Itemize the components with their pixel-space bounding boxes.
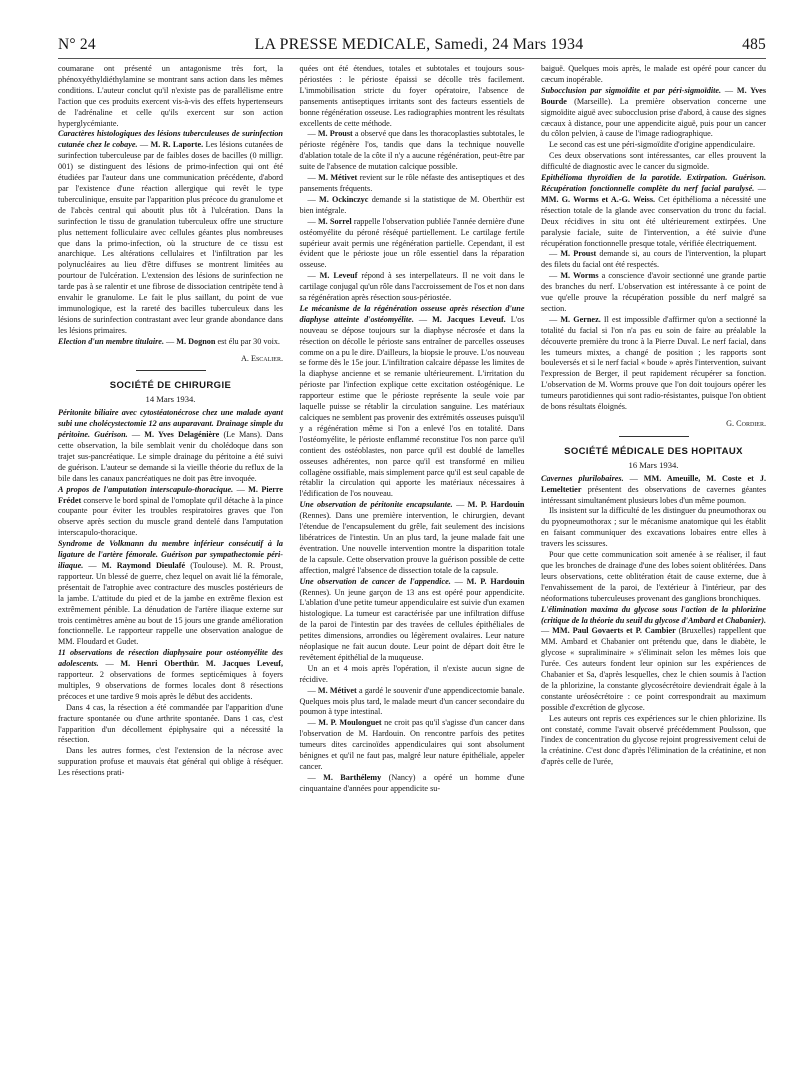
discussion-ockinczyc: — M. Ockinczyc demande si la statistique de M. Oberthür est bien intégrale. (299, 194, 525, 215)
speaker-name: M. Barthélemy (323, 772, 382, 782)
paragraph: Dans 4 cas, la résection a été commandée par l'apparition d'une fracture spontanée ou d'une arthrite spontanée. Dans 1 cas, c'est l'apparition d'un décollement épiphysaire qui a nécessité la résection. (58, 702, 283, 745)
paragraph: Un an et 4 mois après l'opération, il n'existe aucun signe de récidive. (299, 663, 525, 684)
article-election (58, 337, 283, 348)
discussion-text: Il est impossible d'affirmer qu'on a sectionné la totalité du facial si l'on n'a pas eu soin de faire au préalable la découverte première du tronc à la Pierre Duval. Le nerf facial, dans les tumeurs mixtes, a changé de position ; les rapports sont bouleversés et si le nerf facial « boude » après l'intervention, suivant l'expression de Berger, il peut rapidement récupérer sa fonction. L'observation de M. Worms prouve que l'on doit toujours opérer les tumeurs parotidiennes qui sont radio-résistantes, puisque l'on obtient de bons résultats éloignés. (541, 314, 766, 412)
discussion-text: répond à ses interpellateurs. Il ne voit dans le cartilage conjugal qu'un rôle dans l'accroissement de l'os et non dans sa régénération après résection sous-périostée. (299, 271, 525, 303)
speaker-name: M. Worms (560, 271, 599, 281)
article-dieulafe (58, 539, 283, 648)
article-text: présentent des observations de cavernes géantes intéressant simultanément plusieurs lobes d'un même poumon. (541, 484, 766, 505)
discussion-text: a observé que dans les thoracoplasties subtotales, le périoste régénère l'os, tandis que dans la technique nouvelle d'ablation totale de la côte il n'y a aucune régénération, peut-être par suite de l'absence de mutation calcique possible. (299, 129, 525, 172)
article-delageniere (58, 408, 283, 484)
discussion-leveuf: — M. Leveuf répond à ses interpellateurs. Il ne voit dans le cartilage conjugal qu'un rôle dans l'accroissement de l'os et non dans sa régénération après résection sous-périostée. (299, 271, 525, 303)
article-title: Cavernes plurilobaires. (541, 473, 624, 483)
discussion-text: (Nancy) a opéré un homme d'une cinquantaine d'années pour appendicite su- (299, 772, 525, 793)
speaker-name: M. Gernez. (560, 314, 601, 324)
separator: — (541, 626, 553, 636)
speaker-name: M. Ockinczyc (318, 194, 369, 204)
discussion-sorrel: — M. Sorrel rappelle l'observation publiée l'année dernière d'une ostéomyélite du péroné réséqué partiellement. Le cartilage fertile supérieur avait permis une régénération partielle. Cependant, il est évident que le périoste joue un rôle essentiel dans la réparation osseuse. (299, 216, 525, 270)
article-text: rapporteur. 2 observations de formes septicémiques à foyers multiples, 9 observations de formes locales dont 8 résections précoces et une tardive 9 mois après le début des accidents. (58, 670, 283, 701)
speaker-name: M. Métivet (317, 685, 357, 695)
section-rule (619, 436, 689, 437)
separator: — (754, 183, 766, 193)
author-name: M. P. Hardouin (466, 576, 525, 586)
article-text: Cet épithélioma a nécessité une résection totale de la glande avec conservation du tronc du facial. Deux récidives in situ ont été ultérieurement extirpées. Une paralysie faciale, suite de l'intervention, a été suivie d'une récupération fonctionnelle presque totale, vérifiée électriquement. (541, 194, 766, 248)
discussion-moulonguet: — M. P. Moulonguet ne croit pas qu'il s'agisse d'un cancer dans l'observation de M. Hardouin. On rencontre parfois des petites tumeurs dites carcinoïdes appendiculaires qui sont absolument bénignes et qu'il ne faut pas, malgré leur nature épithéliale, appeler cancer. (299, 718, 525, 771)
article-title: Subocclusion par sigmoïdite et par péri-sigmoïdite. (541, 85, 722, 95)
text-columns (58, 64, 766, 795)
column-3 (541, 64, 766, 795)
separator: — (83, 560, 102, 570)
article-hardouin-peritonite (300, 500, 525, 576)
discussion-gernez: — M. Gernez. Il est impossible d'affirmer qu'on a sectionné la totalité du facial si l'on n'a pas eu soin de faire au préalable la découverte première du tronc à la Pierre Duval. Le nerf facial, dans les tumeurs mixtes, a changé de position ; les rapports sont bouleversés et si le nerf facial « boude » après l'intervention, suivant l'expression de Berger, il peut rapidement récupérer sa fonction. L'observation de M. Worms prouve que l'on doit toujours opérer les tumeurs parotidiennes qui sont radio-résistantes, puisque l'on obtient de bons résultats éloignés. (541, 314, 766, 412)
article-text: (Bruxelles) rappellent que MM. Ambard et Chabanier ont prétendu que, dans le diabète, le glycose « supraliminaire » s'éliminait selon les mêmes lois que l'urée. Ces auteurs fondent leur opinion sur les expériences de Chabanier et Sa, d'après lesquelles, chez le chien soumis à l'action de la phlorizine, la constante glycosécrétoire deviendrait égale à la constante uréosécrétoire : ce point correspondrait au maximum possible d'excrétion de glycose. (541, 626, 766, 712)
article-title: Une observation de cancer de l'appendice. (299, 576, 451, 586)
column-1 (58, 64, 283, 795)
article-govaerts (541, 605, 766, 714)
section-header-chirurgie (58, 370, 283, 405)
section-title: SOCIÉTÉ MÉDICALE DES HOPITAUX (564, 445, 743, 457)
discussion-text: rappelle l'observation publiée l'année dernière d'une ostéomyélite du péroné réséqué partiellement. Le cartilage fertile supérieur avait permis une régénération partielle. Cependant, il est évident que le périoste joue un rôle essentiel dans la réparation osseuse. (299, 216, 525, 270)
report-signature: A. Escalier. (240, 353, 283, 363)
paragraph: Ces deux observations sont intéressantes, car elles prouvent la difficulté de diagnostic avec le cancer du sigmoïde. (541, 151, 766, 172)
paragraph: Le second cas est une péri-sigmoïdite d'origine appendiculaire. (549, 140, 756, 150)
article-worms-weiss (541, 173, 766, 249)
article-hardouin-appendice (300, 577, 525, 664)
author-name: M. Dognon (176, 336, 216, 346)
paragraph: Les auteurs ont repris ces expériences sur le chien phlorizine. Ils ont constaté, comme l'avait observé précédemment Poulsson, que l'index de concentration du glycose rejoint progressivement celui de la créatinine. C'est donc d'après l'élimination de la créatinine, et non d'après celle de l'urée, (541, 713, 766, 767)
space (199, 659, 206, 668)
speaker-name: M. Sorrel (317, 216, 352, 226)
section-header-hopitaux (541, 436, 766, 471)
author-name: M. Raymond Dieulafé (101, 560, 186, 570)
article-text: L'os nouveau se dépose toujours sur la diaphyse nécrosée et dans la résection on décolle le périoste sans entraîner de parcelles osseuses comme on a pu le dire. D'ailleurs, la biopsie le prouve. L'os nouveau se forme dès le 15e jour. L'infiltration calcaire dépasse les limites de la diaphyse ancienne et se remanie ultérieurement. L'irritation du périoste par l'infection explique cette excitation ostéogénique. Le rapporteur estime que le périoste représente la seule voie par laquelle puisse se rétablir la circulation sanguine. Les matériaux calciques ne semblent pas provenir des extrémités osseuses puisqu'il y a régénération même si l'on a enlevé l'os en totalité. Dans l'ostéomyélite, le périoste enflammé reconstitue l'os non parce qu'il contient des ostéoblastes, non parce qu'il est doublé de lamelles osseuses adhérentes, non parce qu'il est transformé en milieu collagène ossifiable, mais simplement parce qu'il est seul capable de rétablir la circulation qui apporte les matériaux nécessaires à l'édification de l'os nouveau. (299, 314, 525, 499)
article-title: 11 observations de résection diaphysaire pour ostéomyélite des adolescents. (58, 648, 283, 669)
discussion-metivet-2: — M. Métivet a gardé le souvenir d'une appendicectomie banale. Quelques mois plus tard, le malade meurt d'un cancer secondaire du poumon à type intestinal. (299, 685, 525, 717)
separator: — (164, 336, 177, 346)
discussion-text: revient sur le rôle néfaste des antiseptiques et des pansements fréquents. (299, 173, 525, 193)
author-name: M. Jacques Leveuf. (432, 314, 506, 324)
separator: — (721, 85, 737, 95)
discussion-text: demande si, au cours de l'intervention, la plupart des filets du facial ont été respectés. (541, 249, 767, 270)
article-title: Le mécanisme de la régénération osseuse après résection d'une diaphyse atteinte d'ostéomyélite. (299, 303, 525, 324)
discussion-proust: — M. Proust demande si, au cours de l'intervention, la plupart des filets du facial ont été respectés. (541, 249, 767, 270)
author-name: MM. Ameuille, M. Coste et J. Lemeltetier (541, 473, 767, 494)
discussion-barthelemy: — M. Barthélemy (Nancy) a opéré un homme d'une cinquantaine d'années pour appendicite su- (299, 772, 525, 793)
section-date: 14 Mars 1934. (145, 394, 196, 405)
page-header (58, 36, 766, 59)
article-title: Une observation de péritonite encapsulante. (299, 500, 453, 510)
separator: — (233, 484, 249, 494)
rapporteur-name: M. Jacques Leveuf, (205, 659, 284, 669)
article-ameuille (541, 474, 766, 507)
separator: — (452, 500, 468, 510)
issue-number: N° 24 (58, 36, 96, 53)
speaker-name: M. Proust (317, 129, 353, 139)
article-text: est élu par 30 voix. (215, 336, 280, 346)
discussion-text: a gardé le souvenir d'une appendicectomie banale. Quelques mois plus tard, le malade meurt d'un cancer secondaire du poumon à type intestinal. (299, 685, 525, 717)
section-title: SOCIÉTÉ DE CHIRURGIE (109, 380, 232, 392)
page-number: 485 (742, 36, 766, 53)
paragraph: baiguë. Quelques mois après, le malade est opéré pour cancer du cæcum inopérable. (541, 64, 766, 84)
article-text: (Marseille). La première observation concerne une sigmoïdite aiguë avec subocclusion prise d'abord, à cause des signes cæcaux à distance, pour une appendicite aiguë, puis pour un cancer du côlon pelvien, à cause de l'image radiographique. (541, 96, 766, 139)
separator: — (413, 314, 433, 324)
author-name: M. P. Hardouin (467, 500, 525, 510)
article-text: (Rennes). Un jeune garçon de 13 ans est opéré pour appendicite. L'ablation d'une petite tumeur appendiculaire est suivie d'un examen histologique. La tumeur est caractérisée par une infiltration diffuse de la paroi de l'intestin par des travées de cellules épithéliales de petites dimensions, arrondies ou légèrement ovalaires. Leur nature néoplasique ne fait aucun doute. Leur point de départ doit être le revêtement épithélial de la muqueuse. (299, 587, 525, 662)
discussion-worms: — M. Worms a conscience d'avoir sectionné une grande partie des branches du nerf. L'observation est intéressante à ce point de vue qu'elle prouve la récupération possible du nerf malgré sa section. (541, 271, 767, 313)
paragraph: Pour que cette communication soit amenée à se réaliser, il faut que les bronches de drainage d'une des lobes soient oblitérées. Dans leurs observations, cette oblitération était de cause externe, due à l'envahissement de la paroi, de l'extérieur à l'intérieur, par des néoformations tuberculeuses provenant des ganglions bronchiques. (541, 550, 766, 603)
article-title: Caractères histologiques des lésions tuberculeuses de surinfection cutanée chez le cobaye. (58, 129, 283, 150)
article-leveuf (300, 304, 525, 500)
report-signature: G. Cordier. (726, 419, 766, 428)
article-title: Syndrome de Volkmann du membre inférieur consécutif à la ligature de l'artère fémorale. Guérison par sympathectomie péri-iliaque. (58, 539, 283, 570)
article-bourde (541, 86, 766, 141)
author-name: M. Pierre Frédet (58, 484, 283, 505)
article-title: Péritonite biliaire avec cytostéatonécrose chez une malade ayant subi une cholécystectomie 12 ans auparavant. Drainage simple du péritoine. Guérison. (58, 408, 283, 440)
separator: — (450, 576, 467, 586)
separator: — (137, 140, 151, 150)
author-name: M. Yves Bourde (541, 85, 767, 106)
paragraph: coumarane ont présenté un antagonisme très fort, la phénoxyéthyldiéthylamine se montrant sans action dans les mêmes conditions. L'auteur conclut qu'il n'existe pas de parallélisme entre l'action que ces produits exercent vis-à-vis des effets hypertenseurs de l'adrénaline et celle qu'ils exercent sur son action hyperglycémiante. (58, 64, 283, 128)
paragraph: Dans les autres formes, c'est l'extension de la nécrose avec suppuration profuse et mauvais état général qui oblige à réséquer. Les résections prati- (58, 746, 283, 778)
speaker-name: M. Leveuf (319, 271, 358, 281)
article-text: (Le Mans). Dans cette observation, la bile semblait venir du cholédoque dans son trajet sus-pancréatique. Le simple drainage du péritoine a été suivi de guérison. L'auteur se demande si la vieille théorie du reflux de la bile dans les canaux pancréatiques ne doit pas être invoquée. (58, 430, 284, 483)
section-date: 16 Mars 1934. (628, 459, 679, 470)
author-name: M. Yves Delagénière (144, 430, 220, 440)
separator: — (98, 659, 121, 669)
speaker-name: M. Proust (560, 249, 597, 259)
column-2 (300, 64, 525, 795)
article-text: Les lésions cutanées de surinfection tuberculeuse par de faibles doses de bacilles (0 milligr. 001) se distinguent des lésions de primo-infection qui ont été étudiées par l'auteur dans une communication précédente, d'abord par l'existence d'une réaction allergique qui revêt le type tuberculinique, ensuite par l'apparition plus précoce du granulome et de l'abcès central qui aboutit plus tôt à l'ulcération. Dans la surinfection le tissu de granulation tuberculeux offre une structure plus nettement folliculaire avec cellules géantes plus nombreuses que dans la primo-infection, où la structure de ce tissu est anarchique. Les altérations cellulaires et l'infiltration par les polynucléaires au lieu d'être diffuses se montrent limitées au pourtour de l'ulcération. L'extension des lésions de surinfection ne tarde pas à se ralentir et une fibrose de dissociation centripète tend à envahir le granulome. Le fait le plus saillant, du point de vue immunologique, est la rareté des bacilles tuberculeux dans les lésions de surinfection contrastant avec leur grande abondance dans les lésions primaires. (58, 140, 284, 335)
discussion-text: a conscience d'avoir sectionné une grande partie des branches du nerf. L'observation est intéressante à ce point de vue qu'elle prouve la récupération possible du nerf malgré sa section. (541, 271, 767, 313)
author-name: MM. G. Worms et A.-G. Weiss. (541, 194, 656, 204)
paragraph: Ils insistent sur la difficulté de les distinguer du pneumothorax ou du pyopneumothorax ; sur le mécanisme anatomique qui les établit en faisant communiquer des excavations lobaires entre elles à travers les scissures. (541, 506, 766, 549)
article-laporte (58, 129, 283, 336)
speaker-name: M. P. Moulonguet (318, 718, 382, 728)
article-title: L'élimination maxima du glycose sous l'action de la phlorizine (critique de la théorie du seuil du glycose d'Ambard et Chabanier). (541, 604, 766, 625)
section-rule (136, 370, 206, 371)
author-name: MM. Paul Govaerts et P. Cambier (552, 626, 676, 636)
separator: — (127, 430, 145, 440)
speaker-name: M. Métivet (318, 173, 358, 183)
article-text: (Rennes). Dans une première intervention, le chirurgien, devant l'étendue de l'encapsulement du grêle, fait seulement des incisions libératrices de l'intestin. Un an plus tard, la jeune malade fait une éventration. Une nouvelle intervention montre la disparition totale de la capsule. Cette observation prouve la guérison possible de cette affection, malgré l'absence de dissection totale de la capsule. (299, 511, 525, 575)
discussion-metivet: — M. Métivet revient sur le rôle néfaste des antiseptiques et des pansements fréquents. (299, 173, 525, 193)
article-title: Election d'un membre titulaire. (58, 336, 164, 346)
article-text: conserve le bord spinal de l'omoplate qu'il détache à la pince coupante pour éviter les troubles respiratoires graves que l'on observe après section du muscle grand dentelé dans l'amputation interscapulo-thoracique. (58, 495, 283, 538)
article-text: (Toulouse). M. R. Proust, rapporteur. Un blessé de guerre, chez lequel on avait lié la fémorale, présentait de l'atrophie avec contracture des muscles postérieurs de la jambe. L'attitude du pied et de la jambe en extrême flexion est extrêmement pénible. La dénudation de l'artère iliaque externe sur trois centimètres amène au bout de 15 jours une grande amélioration fonctionnelle. Le rapporteur rappelle une observation analogue de MM. Floudard et Gudet. (58, 560, 284, 647)
article-title: A propos de l'amputation interscapulo-thoracique. (58, 484, 234, 494)
discussion-text: demande si la statistique de M. Oberthür est bien intégrale. (299, 194, 525, 215)
article-oberthur (58, 648, 283, 703)
discussion-proust: — M. Proust a observé que dans les thoracoplasties subtotales, le périoste régénère l'os, tandis que dans la technique nouvelle d'ablation totale de la côte il n'y a aucune régénération, peut-être par suite de l'absence de mutation calcique possible. (299, 129, 525, 172)
article-fredet (58, 485, 283, 540)
author-name: M. Henri Oberthür. (120, 659, 200, 669)
journal-title: LA PRESSE MEDICALE, Samedi, 24 Mars 1934 (254, 36, 584, 53)
separator: — (623, 473, 644, 483)
discussion-text: ne croit pas qu'il s'agisse d'un cancer dans l'observation de M. Hardouin. On rencontre parfois des petites tumeurs dites carcinoïdes appendiculaires qui sont absolument bénignes et qu'il ne faut pas, malgré leur nature épithéliale, appeler cancer. (299, 718, 525, 771)
article-title: Epithélioma thyroïdien de la parotide. Extirpation. Guérison. Récupération fonctionnelle complète du nerf facial paralysé. (541, 173, 766, 193)
paragraph: quées ont été étendues, totales et subtotales et toujours sous-périostées : le périoste épaissi se décolle très facilement. L'immobilisation stricte du foyer opératoire, l'absence de pansements antiseptiques irritants sont des facteurs essentiels de bonne régénération osseuse. Les radiographies montrent les résultats excellents de cette méthode. (299, 64, 525, 128)
author-name: M. R. Laporte. (150, 140, 204, 150)
